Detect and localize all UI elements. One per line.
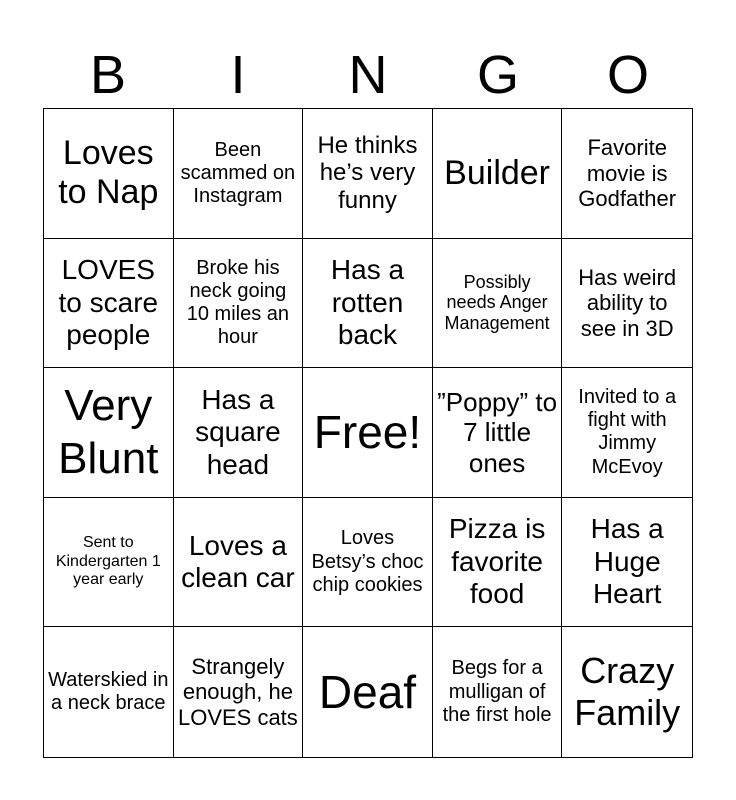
header-letter-g: G xyxy=(476,45,519,105)
bingo-cell[interactable]: Possibly needs Anger Management xyxy=(433,239,563,369)
bingo-cell[interactable]: LOVES to scare people xyxy=(44,239,174,369)
header-letter-i: I xyxy=(230,45,246,105)
bingo-cell[interactable]: Has a square head xyxy=(174,368,304,498)
bingo-cell[interactable]: Loves a clean car xyxy=(174,498,304,628)
free-space[interactable]: Free! xyxy=(303,368,433,498)
header-letter-n: N xyxy=(348,45,388,105)
bingo-cell[interactable]: He thinks he’s very funny xyxy=(303,109,433,239)
bingo-cell[interactable]: Invited to a fight with Jimmy McEvoy xyxy=(562,368,692,498)
bingo-cell[interactable]: Crazy Family xyxy=(574,650,681,734)
bingo-cell[interactable]: Sent to Kindergarten 1 year early xyxy=(44,498,174,628)
header-letter-o: O xyxy=(606,45,649,105)
bingo-cell[interactable]: Pizza is favorite food xyxy=(433,498,563,628)
bingo-cell[interactable]: Loves to Nap xyxy=(44,109,174,239)
bingo-cell[interactable]: Very Blunt xyxy=(44,368,174,498)
bingo-board xyxy=(43,108,693,758)
bingo-cell[interactable]: Been scammed on Instagram xyxy=(174,109,304,239)
bingo-cell[interactable]: Has a rotten back xyxy=(303,239,433,369)
bingo-cell[interactable]: Deaf xyxy=(303,627,433,757)
bingo-cell[interactable]: ”Poppy” to 7 little ones xyxy=(433,368,563,498)
bingo-cell[interactable]: Strangely enough, he LOVES cats xyxy=(174,627,304,757)
header-letter-b: B xyxy=(89,45,127,105)
bingo-cell[interactable]: Loves Betsy’s choc chip cookies xyxy=(303,498,433,628)
bingo-cell[interactable]: Favorite movie is Godfather xyxy=(562,109,692,239)
bingo-cell[interactable]: Begs for a mulligan of the first hole xyxy=(433,627,563,757)
bingo-cell[interactable]: Waterskied in a neck brace xyxy=(44,627,174,757)
bingo-header xyxy=(43,44,693,106)
bingo-cell[interactable]: Broke his neck going 10 miles an hour xyxy=(174,239,304,369)
bingo-cell[interactable]: Has a Huge Heart xyxy=(562,498,692,628)
bingo-cell[interactable]: Builder xyxy=(433,109,563,239)
bingo-cell[interactable]: Has weird ability to see in 3D xyxy=(562,239,692,369)
